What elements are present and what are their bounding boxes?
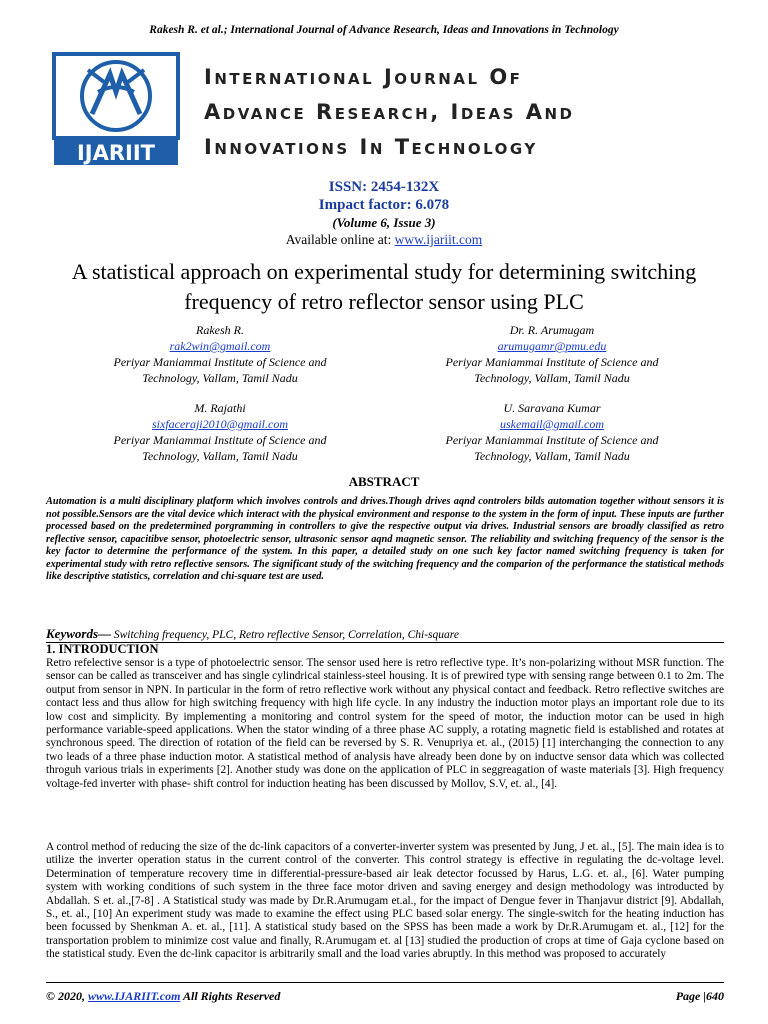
volume-issue: (Volume 6, Issue 3) — [332, 215, 436, 230]
keywords-label: Keywords— — [46, 626, 111, 641]
journal-title-line1: International Journal Of — [204, 65, 523, 89]
author-block — [387, 400, 717, 464]
logo-text: IJARIIT — [76, 141, 156, 165]
available-online-label: Available online at: — [285, 232, 395, 247]
author-email-link[interactable]: rak2win@gmail.com — [169, 339, 271, 353]
footer-website-link[interactable]: www.IJARIIT.com — [87, 989, 181, 1003]
journal-title-line2: Advance Research, Ideas And — [204, 100, 575, 124]
keywords-list: Switching frequency, PLC, Retro reflective Sensor, Correlation, Chi-square — [111, 629, 459, 641]
journal-meta — [0, 178, 768, 248]
author-name: U. Saravana Kumar — [503, 401, 601, 415]
body-paragraph: A control method of reducing the size of the dc-link capacitors of a converter-inverter system was presented by Jung, J et. al., [5]. The main idea is to utilize the inverter operation status in the current control of the converter. This control strategy is effective in regulating the dc-voltage level. Determination of temperature recovery time in differential-pressure-based air leak detector focussed by Harus, L.G. et. al., [6]. Water pumping system with working conditions of such system in the three face motor driven and saving energey and design methodology was introducted by Abdallah. S et. al.,[7-8] . A Statistical study was made by Dr.R.Arumugam et.al., for the impact of Dengue fever in Thanjavur district [9]. Abdallah, S., et. al., [10] An experiment study was made to examine the effect using PLC based solar energy. The single-switch for the heating induction has been focussed by Shenkman A. et. al., [11]. A statistical study based on the SPSS has been made a work by Dr.R.Arumugam et. al., [12] for the transportation problem to minimize cost value and finally, R.Arumugam et. al [13] studied the production of crops at time of Gaja cyclone based on the statistical study. Even the dc-link capacitor is arbitrarily small and the load varies abruptly. In this method was proposed to accurately — [46, 841, 724, 961]
journal-title — [204, 60, 744, 165]
author-block — [55, 322, 385, 386]
issn: ISSN: 2454-132X — [328, 179, 440, 195]
author-email-link[interactable]: uskemail@gmail.com — [499, 417, 605, 431]
author-name: Dr. R. Arumugam — [509, 323, 595, 337]
author-affiliation: Technology, Vallam, Tamil Nadu — [142, 371, 298, 385]
author-affiliation: Technology, Vallam, Tamil Nadu — [474, 371, 630, 385]
body-paragraph: Retro refelective sensor is a type of photoelectric sensor. The sensor used here is retro reflective type. It’s non-polarizing without MSR function. The sensor can be called as transceiver and has single cylindrical stainless-steel housing. It is of prewired type with sensing range between 0.1 to 2m. The output from sensor in NPN. In particular in the form of retro reflective work without any physical contact and feedback. Retro reflective switches are contact less and thus allow for high switching frequency with high life cycle. In any industry the induction motor plays an important role due to its low cost and simplicity. By implementing a monitoring and control system for the speed of motor, the induction motor can be used in high performance variable-speed applications. When the stator winding of a three phase AC supply, a rotating magnetic field is established and rotates at synchronous speed. The direction of rotation of the field can be reversed by S. R. Venupriya et. al., (2015) [1] interchanging the connection to any two leads of a three phase induction motor. A statistical method of analysis have already been done by on inductve sensor data which was collected throguh various trials in experiments [2]. Another study was done on the application of PLC in seggreagation of waste materials [3]. High frequency voltage-fed inverter with phase- shift control for induction heating has been discussed by Mollov, S.V, et. al., [4]. — [46, 657, 724, 790]
author-email-link[interactable]: sixfaceraji2010@gmail.com — [151, 417, 289, 431]
copyright — [46, 989, 280, 1004]
journal-title-line3: Innovations In Technology — [204, 135, 538, 159]
copyright-prefix: © 2020, — [46, 989, 88, 1003]
page-footer — [46, 982, 724, 1005]
author-affiliation: Technology, Vallam, Tamil Nadu — [142, 449, 298, 463]
paper-title: A statistical approach on experimental study for determining switching frequency of retro reflector sensor using PLC — [71, 259, 697, 314]
available-online — [0, 231, 768, 248]
impact-factor: Impact factor: 6.078 — [318, 197, 450, 213]
page-number: Page |640 — [675, 989, 724, 1003]
copyright-suffix: All Rights Reserved — [180, 989, 281, 1003]
author-affiliation: Periyar Maniammai Institute of Science and — [445, 355, 659, 369]
abstract-text: Automation is a multi disciplinary platform which involves controls and drives.Though drives aqnd controlers bilds automation together without sensors it is not possible.Sensors are the vital device which interact with the physical environment and response to the system in the form of input. These inputs are further processed based on the predetermined porgramming in controllers to give the respective output via drives. Industrial sensors are broadly classified as retro reflective sensor, capacitibve sensor, photoelectric sensor, ultrasonic sensor aqnd magnetic sensor. The reliability and switching frequency of the sensor is the key factor to determine the performance of the system. In this paper, a detailed study on one such key factor named switching frequency is taken for experimental study with retro reflective sensors. The significant study of the switching frequency and the comparion of the performance the statistical methods like descriptive statistics, correlation and chi-square test are used. — [46, 496, 724, 582]
section-heading: 1. INTRODUCTION — [46, 642, 159, 656]
journal-logo — [52, 52, 180, 167]
author-affiliation: Technology, Vallam, Tamil Nadu — [474, 449, 630, 463]
author-block — [387, 322, 717, 386]
journal-website-link[interactable]: www.ijariit.com — [394, 232, 483, 247]
abstract-heading: ABSTRACT — [348, 474, 420, 489]
author-email-link[interactable]: arumugamr@pmu.edu — [497, 339, 607, 353]
author-affiliation: Periyar Maniammai Institute of Science and — [113, 433, 327, 447]
author-block — [55, 400, 385, 464]
author-name: M. Rajathi — [194, 401, 246, 415]
running-head: Rakesh R. et al.; International Journal of Advance Research, Ideas and Innovations in Technology — [149, 24, 619, 36]
keywords — [46, 626, 724, 642]
author-affiliation: Periyar Maniammai Institute of Science and — [445, 433, 659, 447]
author-name: Rakesh R. — [196, 323, 244, 337]
author-affiliation: Periyar Maniammai Institute of Science and — [113, 355, 327, 369]
